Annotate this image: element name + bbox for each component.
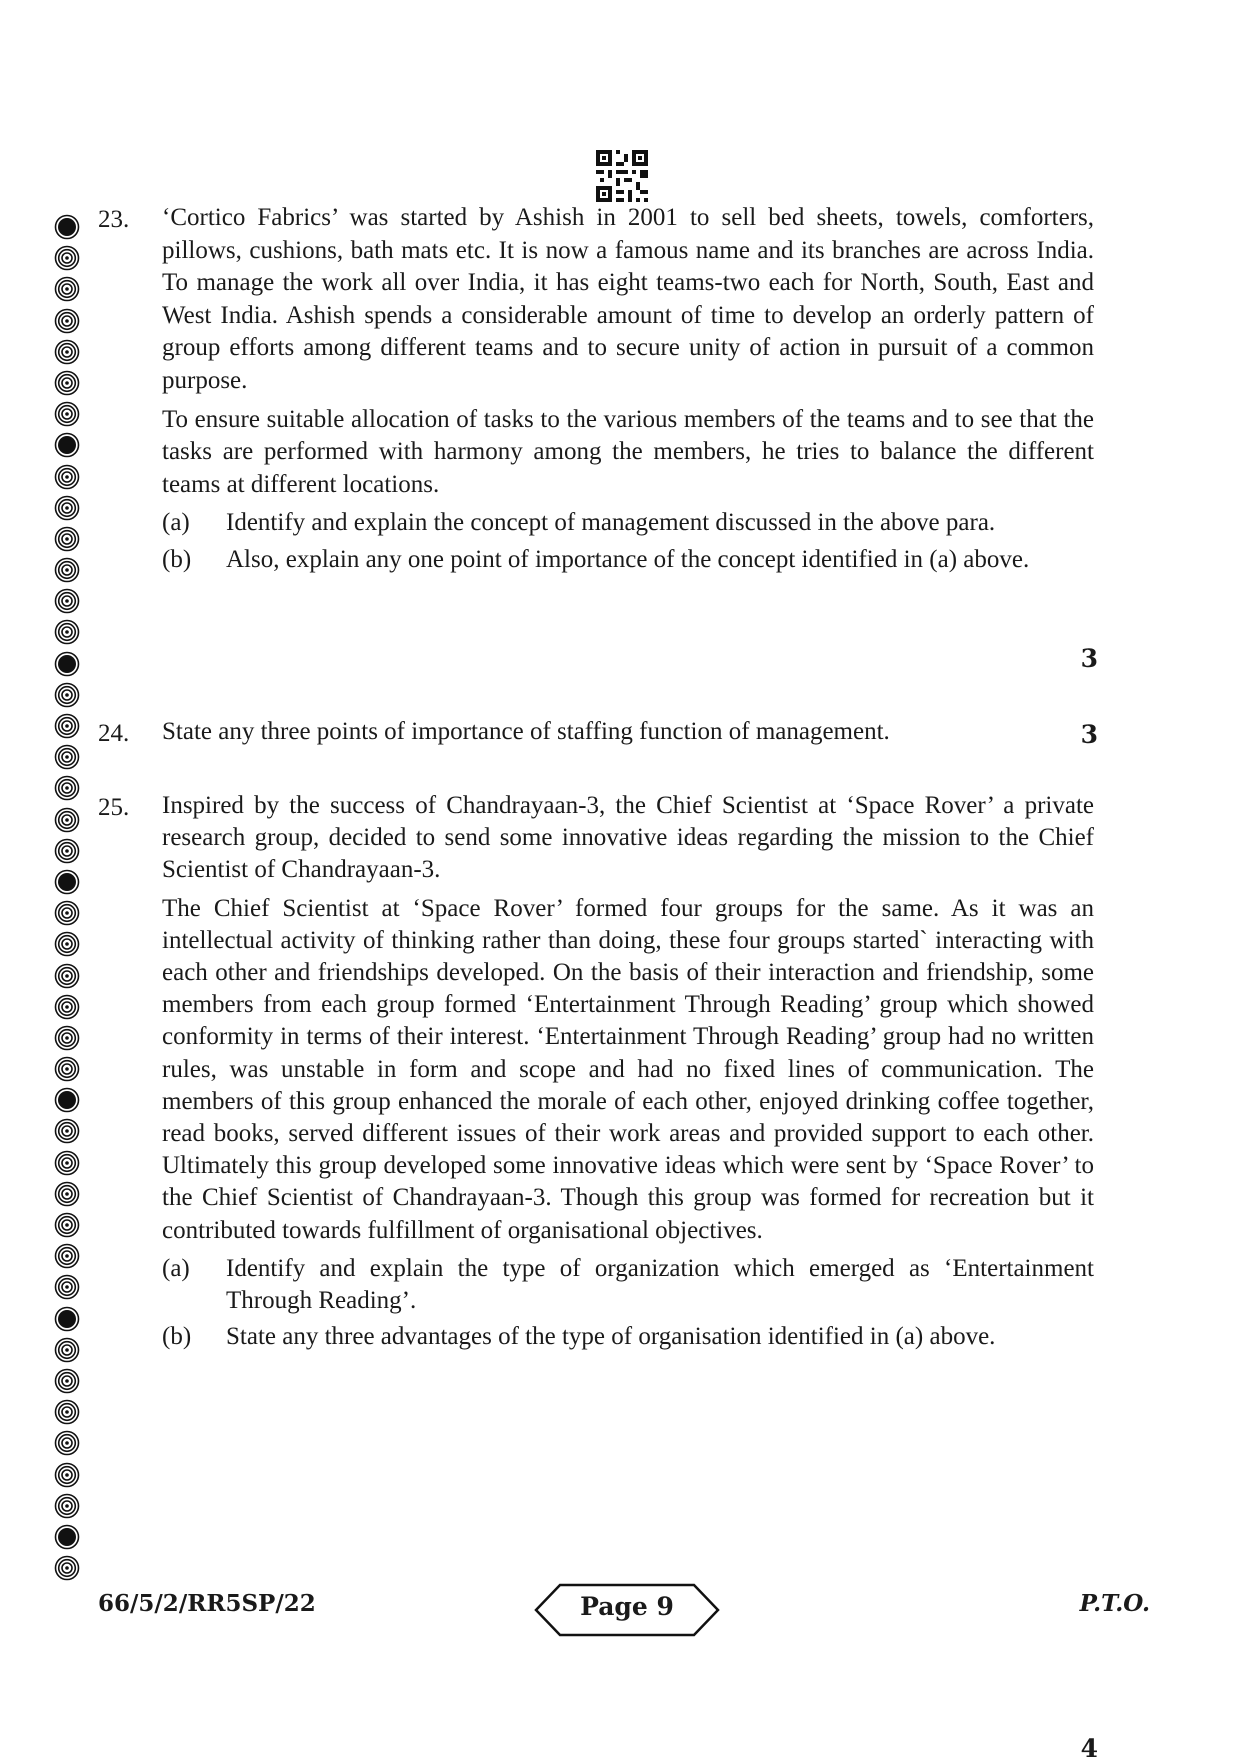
margin-ring-icon (54, 682, 80, 708)
sub-question-b (162, 544, 1094, 577)
margin-ring-icon (54, 557, 80, 583)
sub-question-a (162, 507, 1094, 540)
margin-ring-icon (54, 838, 80, 864)
question-paragraph: Inspired by the success of Chandrayaan-3, the Chief Scientist at ‘Space Rover’ a private research group, decided to send some innovative ideas regarding the mission to the Chief Scientist of Chandrayaan-3. (162, 792, 1094, 884)
qr-code (596, 150, 648, 202)
sub-question-text: State any three advantages of the type of organisation identified in (a) above. (226, 1323, 996, 1351)
question-body (162, 202, 1094, 577)
margin-ring-icon (54, 276, 80, 302)
pto-label: P.T.O. (1079, 1590, 1150, 1617)
paper-code: 66/5/2/RR5SP/22 (98, 1590, 316, 1617)
margin-ring-icon (54, 1368, 80, 1394)
question-body (162, 790, 1094, 1353)
question-paragraph: To ensure suitable allocation of tasks to the various members of the teams and to see that the tasks are performed with harmony among the members, he tries to balance the different teams at different locations. (162, 405, 1094, 498)
margin-ring-icon (54, 1025, 80, 1051)
margin-ring-icon (54, 619, 80, 645)
margin-ring-icon (54, 1118, 80, 1144)
margin-ring-icon (54, 931, 80, 957)
sub-question-text: Also, explain any one point of importance of the concept identified in (a) above. (226, 545, 1030, 573)
margin-ring-icon (54, 370, 80, 396)
question-body (162, 716, 1094, 755)
question-paragraph: The Chief Scientist at ‘Space Rover’ formed four groups for the same. As it was an intellectual activity of thinking rather than doing, these four groups started` interacting with each other and friendships developed. On the basis of their interaction and friendship, some members from each group formed ‘Entertainment Through Reading’ group which showed conformity in terms of their interest. ‘Entertainment Through Reading’ group had no written rules, was unstable in form and scope and had no fixed lines of communication. The members of this group enhanced the morale of each other, enjoyed drinking coffee together, read books, served different issues of their work areas and provided support to each other. Ultimately this group developed some innovative ideas which were sent by ‘Space Rover’ to the Chief Scientist of Chandrayaan-3. Though this group was formed for recreation but it contributed towards fulfillment of organisational objectives. (162, 894, 1094, 1244)
margin-ring-icon (54, 1555, 80, 1581)
margin-ring-icon (54, 1150, 80, 1176)
sub-question-label: (b) (162, 1323, 192, 1351)
margin-ring-icon (54, 1337, 80, 1363)
margin-ring-icon (54, 1212, 80, 1238)
margin-ring-icon (54, 963, 80, 989)
margin-ring-icon (54, 245, 80, 271)
page-footer (98, 1582, 1150, 1638)
marks: 3 (1080, 644, 1098, 673)
sub-question-text: Identify and explain the concept of management discussed in the above para. (226, 509, 996, 537)
margin-ring-icon (54, 1430, 80, 1456)
margin-ring-icon (54, 1056, 80, 1082)
margin-ring-icon (54, 807, 80, 833)
margin-ring-icon (54, 1399, 80, 1425)
question-number: 25. (98, 794, 130, 821)
margin-ring-icon (54, 464, 80, 490)
margin-ring-icon (54, 1462, 80, 1488)
sub-question-label: (a) (162, 1254, 190, 1282)
margin-ring-icon (54, 1493, 80, 1519)
margin-ring-icon (54, 1524, 80, 1550)
margin-ring-icon (54, 900, 80, 926)
page-number: Page 9 (580, 1592, 674, 1621)
sub-question-label: (b) (162, 545, 192, 573)
margin-ring-icon (54, 1087, 80, 1113)
marks: 3 (1080, 720, 1098, 749)
margin-ring-icon (54, 526, 80, 552)
margin-ring-icon (54, 713, 80, 739)
question-paragraph: State any three points of importance of staffing function of management. (162, 718, 890, 745)
margin-ring-icon (54, 744, 80, 770)
margin-ring-icon (54, 1243, 80, 1269)
question-number: 24. (98, 720, 130, 747)
question-paragraph: ‘Cortico Fabrics’ was started by Ashish in 2001 to sell bed sheets, towels, comforters, pillows, cushions, bath mats etc. It is now a famous name and its branches are across India. To manage the work all over India, it has eight teams-two each for North, South, East and West India. Ashish spends a considerable amount of time to develop an orderly pattern of group efforts among different teams and to secure unity of action in pursuit of a common purpose. (162, 204, 1094, 394)
margin-ring-icon (54, 651, 80, 677)
margin-ring-icon (54, 432, 80, 458)
marks: 4 (1080, 1734, 1098, 1763)
margin-ring-icon (54, 775, 80, 801)
sub-question-text: Identify and explain the type of organization which emerged as ‘Entertainment Through Reading’. (226, 1254, 1094, 1315)
margin-ring-icon (54, 588, 80, 614)
margin-ring-icon (54, 994, 80, 1020)
margin-ring-icon (54, 869, 80, 895)
margin-ring-icon (54, 1181, 80, 1207)
question-number: 23. (98, 206, 130, 233)
margin-ring-icon (54, 495, 80, 521)
margin-ring-icon (54, 1274, 80, 1300)
page-number-badge (532, 1582, 722, 1638)
margin-ring-icon (54, 339, 80, 365)
margin-ring-icon (54, 214, 80, 240)
sub-question-a (162, 1253, 1094, 1317)
margin-ring-icon (54, 401, 80, 427)
margin-ring-icon (54, 308, 80, 334)
margin-ring-icon (54, 1306, 80, 1332)
sub-question-label: (a) (162, 509, 190, 537)
sub-question-b (162, 1321, 1094, 1353)
margin-ring-column (54, 214, 88, 1586)
